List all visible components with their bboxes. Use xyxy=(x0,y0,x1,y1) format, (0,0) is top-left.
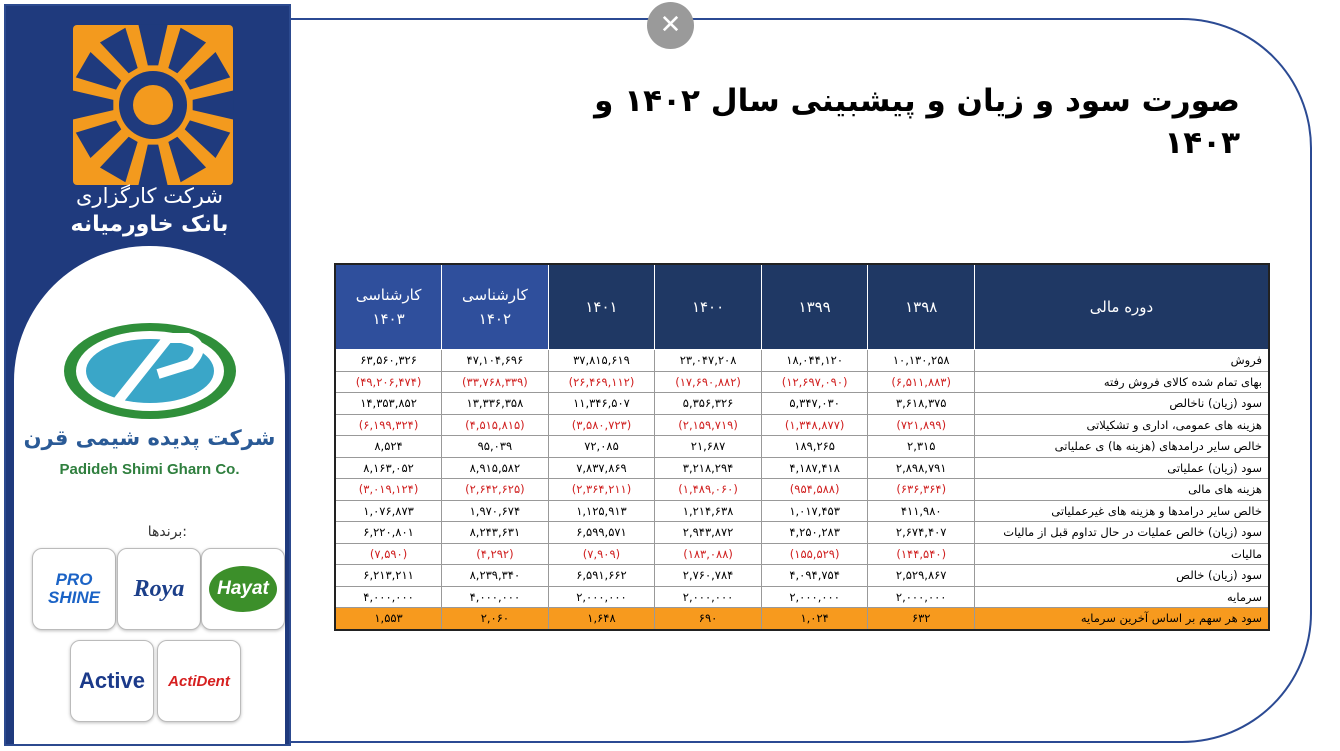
table-cell: ۱۸,۰۴۴,۱۲۰ xyxy=(761,350,868,372)
brands-label: برندها: xyxy=(147,524,187,540)
table-cell: ۳۷,۸۱۵,۶۱۹ xyxy=(548,350,655,372)
row-label: سود (زیان) عملیاتی xyxy=(975,457,1270,479)
table-cell: ۲,۳۱۵ xyxy=(868,436,975,458)
table-cell: ۶۳,۵۶۰,۳۲۶ xyxy=(335,350,442,372)
table-cell: (۷۲۱,۸۹۹) xyxy=(868,414,975,436)
table-cell: (۴۹,۲۰۶,۴۷۴) xyxy=(335,371,442,393)
table-cell: ۲,۰۰۰,۰۰۰ xyxy=(548,586,655,608)
row-label: خالص سایر درامدها و هزینه های غیرعملیاتی xyxy=(975,500,1270,522)
table-cell: ۶,۲۲۰,۸۰۱ xyxy=(335,522,442,544)
brand-roya-label: Roya xyxy=(133,575,185,602)
table-cell: (۶,۱۹۹,۳۲۴) xyxy=(335,414,442,436)
table-row xyxy=(335,608,1269,630)
table-cell: (۱۷,۶۹۰,۸۸۲) xyxy=(655,371,762,393)
row-label: سود (زیان) خالص xyxy=(975,565,1270,587)
table-cell: ۸,۱۶۳,۰۵۲ xyxy=(335,457,442,479)
table-cell: ۸,۵۲۴ xyxy=(335,436,442,458)
row-label: سود (زیان) ناخالص xyxy=(975,393,1270,415)
bank-logo-icon xyxy=(68,20,238,190)
table-cell: ۲۳,۰۴۷,۲۰۸ xyxy=(655,350,762,372)
row-label: سرمایه xyxy=(975,586,1270,608)
table-cell: (۲,۶۴۲,۶۲۵) xyxy=(442,479,549,501)
table-cell: ۱,۲۱۴,۶۳۸ xyxy=(655,500,762,522)
table-cell: ۸,۲۳۹,۳۴۰ xyxy=(442,565,549,587)
bank-name-line1: شرکت کارگزاری xyxy=(75,184,223,208)
table-row xyxy=(335,414,1269,436)
table-cell: (۹۵۴,۵۸۸) xyxy=(761,479,868,501)
table-row xyxy=(335,500,1269,522)
table-cell: ۱,۱۲۵,۹۱۳ xyxy=(548,500,655,522)
table-cell: ۱,۰۱۷,۴۵۳ xyxy=(761,500,868,522)
table-cell: ۶,۵۹۱,۶۶۲ xyxy=(548,565,655,587)
brand-hayat xyxy=(201,548,285,630)
row-label: بهای تمام شده کالای فروش رفته xyxy=(975,371,1270,393)
table-header-row xyxy=(335,264,1269,350)
padideh-logo-icon xyxy=(58,316,243,426)
table-cell: ۱۴,۳۵۳,۸۵۲ xyxy=(335,393,442,415)
bank-name-line2: بانک خاورمیانه xyxy=(70,212,229,237)
table-cell: (۴,۲۹۲) xyxy=(442,543,549,565)
table-cell: ۲,۰۰۰,۰۰۰ xyxy=(868,586,975,608)
table-cell: (۶,۵۱۱,۸۸۳) xyxy=(868,371,975,393)
row-label: سود (زیان) خالص عملیات در حال تداوم قبل از مالیات xyxy=(975,522,1270,544)
table-cell: ۷۲,۰۸۵ xyxy=(548,436,655,458)
brand-actident-label: ActiDent xyxy=(168,672,230,690)
header-1398: ۱۳۹۸ xyxy=(868,264,975,350)
table-row xyxy=(335,586,1269,608)
header-1400: ۱۴۰۰ xyxy=(655,264,762,350)
header-1401: ۱۴۰۱ xyxy=(548,264,655,350)
table-cell: ۵,۳۵۶,۳۲۶ xyxy=(655,393,762,415)
table-cell: ۲,۰۰۰,۰۰۰ xyxy=(761,586,868,608)
brand-actident xyxy=(157,640,241,722)
brand-roya xyxy=(117,548,201,630)
header-1399: ۱۳۹۹ xyxy=(761,264,868,350)
table-cell: ۴,۰۰۰,۰۰۰ xyxy=(442,586,549,608)
table-row xyxy=(335,350,1269,372)
table-cell: (۷,۵۹۰) xyxy=(335,543,442,565)
row-label: فروش xyxy=(975,350,1270,372)
row-label: هزینه های عمومی، اداری و تشکیلاتی xyxy=(975,414,1270,436)
table-cell: (۴,۵۱۵,۸۱۵) xyxy=(442,414,549,436)
header-period: دوره مالی xyxy=(975,264,1270,350)
row-label: سود هر سهم بر اساس آخرین سرمایه xyxy=(975,608,1270,630)
table-cell: ۱,۹۷۰,۶۷۴ xyxy=(442,500,549,522)
close-button[interactable]: ✕ xyxy=(647,2,694,49)
table-cell: (۱۲,۶۹۷,۰۹۰) xyxy=(761,371,868,393)
table-cell: ۵,۳۴۷,۰۳۰ xyxy=(761,393,868,415)
table-cell: (۷,۹۰۹) xyxy=(548,543,655,565)
table-cell: ۶۹۰ xyxy=(655,608,762,630)
table-cell: (۱,۴۸۹,۰۶۰) xyxy=(655,479,762,501)
table-cell: (۱۵۵,۵۲۹) xyxy=(761,543,868,565)
header-1402-estimate: کارشناسی ۱۴۰۲ xyxy=(442,264,549,350)
table-row xyxy=(335,436,1269,458)
table-cell: ۶,۵۹۹,۵۷۱ xyxy=(548,522,655,544)
table-row xyxy=(335,479,1269,501)
brand-hayat-label: Hayat xyxy=(217,578,269,599)
table-cell: ۲,۶۷۴,۴۰۷ xyxy=(868,522,975,544)
row-label: خالص سایر درامدهای (هزینه ها) ی عملیاتی xyxy=(975,436,1270,458)
table-cell: ۱,۰۲۴ xyxy=(761,608,868,630)
table-cell: ۲,۵۲۹,۸۶۷ xyxy=(868,565,975,587)
table-cell: ۲,۰۶۰ xyxy=(442,608,549,630)
table-cell: ۴,۰۹۴,۷۵۴ xyxy=(761,565,868,587)
table-cell: ۲,۹۴۳,۸۷۲ xyxy=(655,522,762,544)
table-cell: (۶۳۶,۳۶۴) xyxy=(868,479,975,501)
table-cell: ۸,۹۱۵,۵۸۲ xyxy=(442,457,549,479)
row-label: هزینه های مالی xyxy=(975,479,1270,501)
row-label: مالیات xyxy=(975,543,1270,565)
table-row xyxy=(335,565,1269,587)
brand-active xyxy=(70,640,154,722)
table-cell: ۴,۰۰۰,۰۰۰ xyxy=(335,586,442,608)
table-cell: ۴,۱۸۷,۴۱۸ xyxy=(761,457,868,479)
table-cell: ۴۷,۱۰۴,۶۹۶ xyxy=(442,350,549,372)
table-cell: ۷,۸۳۷,۸۶۹ xyxy=(548,457,655,479)
table-cell: (۳۳,۷۶۸,۳۳۹) xyxy=(442,371,549,393)
table-cell: ۲۱,۶۸۷ xyxy=(655,436,762,458)
sidebar xyxy=(4,4,291,746)
table-row xyxy=(335,457,1269,479)
table-cell: ۹۵,۰۳۹ xyxy=(442,436,549,458)
table-cell: (۲,۱۵۹,۷۱۹) xyxy=(655,414,762,436)
table-cell: (۱,۳۴۸,۸۷۷) xyxy=(761,414,868,436)
table-cell: ۱۸۹,۲۶۵ xyxy=(761,436,868,458)
table-cell: (۳,۰۱۹,۱۲۴) xyxy=(335,479,442,501)
brand-proshine xyxy=(32,548,116,630)
income-statement-table xyxy=(334,263,1270,631)
table-cell: ۱۳,۳۳۶,۳۵۸ xyxy=(442,393,549,415)
table-cell: (۳,۵۸۰,۷۲۳) xyxy=(548,414,655,436)
table-cell: (۱۴۴,۵۴۰) xyxy=(868,543,975,565)
table-cell: ۳,۶۱۸,۳۷۵ xyxy=(868,393,975,415)
table-cell: ۱۱,۳۴۶,۵۰۷ xyxy=(548,393,655,415)
table-cell: (۱۸۳,۰۸۸) xyxy=(655,543,762,565)
company-name-fa: شرکت پدیده شیمی قرن xyxy=(23,426,276,450)
table-row xyxy=(335,522,1269,544)
company-name-en: Padideh Shimi Gharn Co. xyxy=(59,461,240,478)
table-cell: (۲,۳۶۴,۲۱۱) xyxy=(548,479,655,501)
table-cell: ۳,۲۱۸,۲۹۴ xyxy=(655,457,762,479)
table-cell: ۸,۲۴۳,۶۳۱ xyxy=(442,522,549,544)
table-cell: ۴,۲۵۰,۲۸۳ xyxy=(761,522,868,544)
table-cell: ۶,۲۱۳,۲۱۱ xyxy=(335,565,442,587)
brand-active-label: Active xyxy=(78,668,146,693)
table-cell: ۱۰,۱۳۰,۲۵۸ xyxy=(868,350,975,372)
company-panel xyxy=(14,246,285,746)
table-cell: ۴۱۱,۹۸۰ xyxy=(868,500,975,522)
brand-proshine-label: PRO SHINE xyxy=(48,570,100,607)
table-cell: (۲۶,۴۶۹,۱۱۲) xyxy=(548,371,655,393)
table-row xyxy=(335,393,1269,415)
table-cell: ۲,۷۶۰,۷۸۴ xyxy=(655,565,762,587)
header-1403-estimate: کارشناسی ۱۴۰۳ xyxy=(335,264,442,350)
table-cell: ۱,۰۷۶,۸۷۳ xyxy=(335,500,442,522)
table-cell: ۱,۶۴۸ xyxy=(548,608,655,630)
table-cell: ۶۳۲ xyxy=(868,608,975,630)
table-row xyxy=(335,543,1269,565)
page-title: صورت سود و زیان و پیشبینی سال ۱۴۰۲ و ۱۴۰۳ xyxy=(594,83,1240,161)
table-cell: ۲,۰۰۰,۰۰۰ xyxy=(655,586,762,608)
table-cell: ۲,۸۹۸,۷۹۱ xyxy=(868,457,975,479)
table-cell: ۱,۵۵۳ xyxy=(335,608,442,630)
table-row xyxy=(335,371,1269,393)
